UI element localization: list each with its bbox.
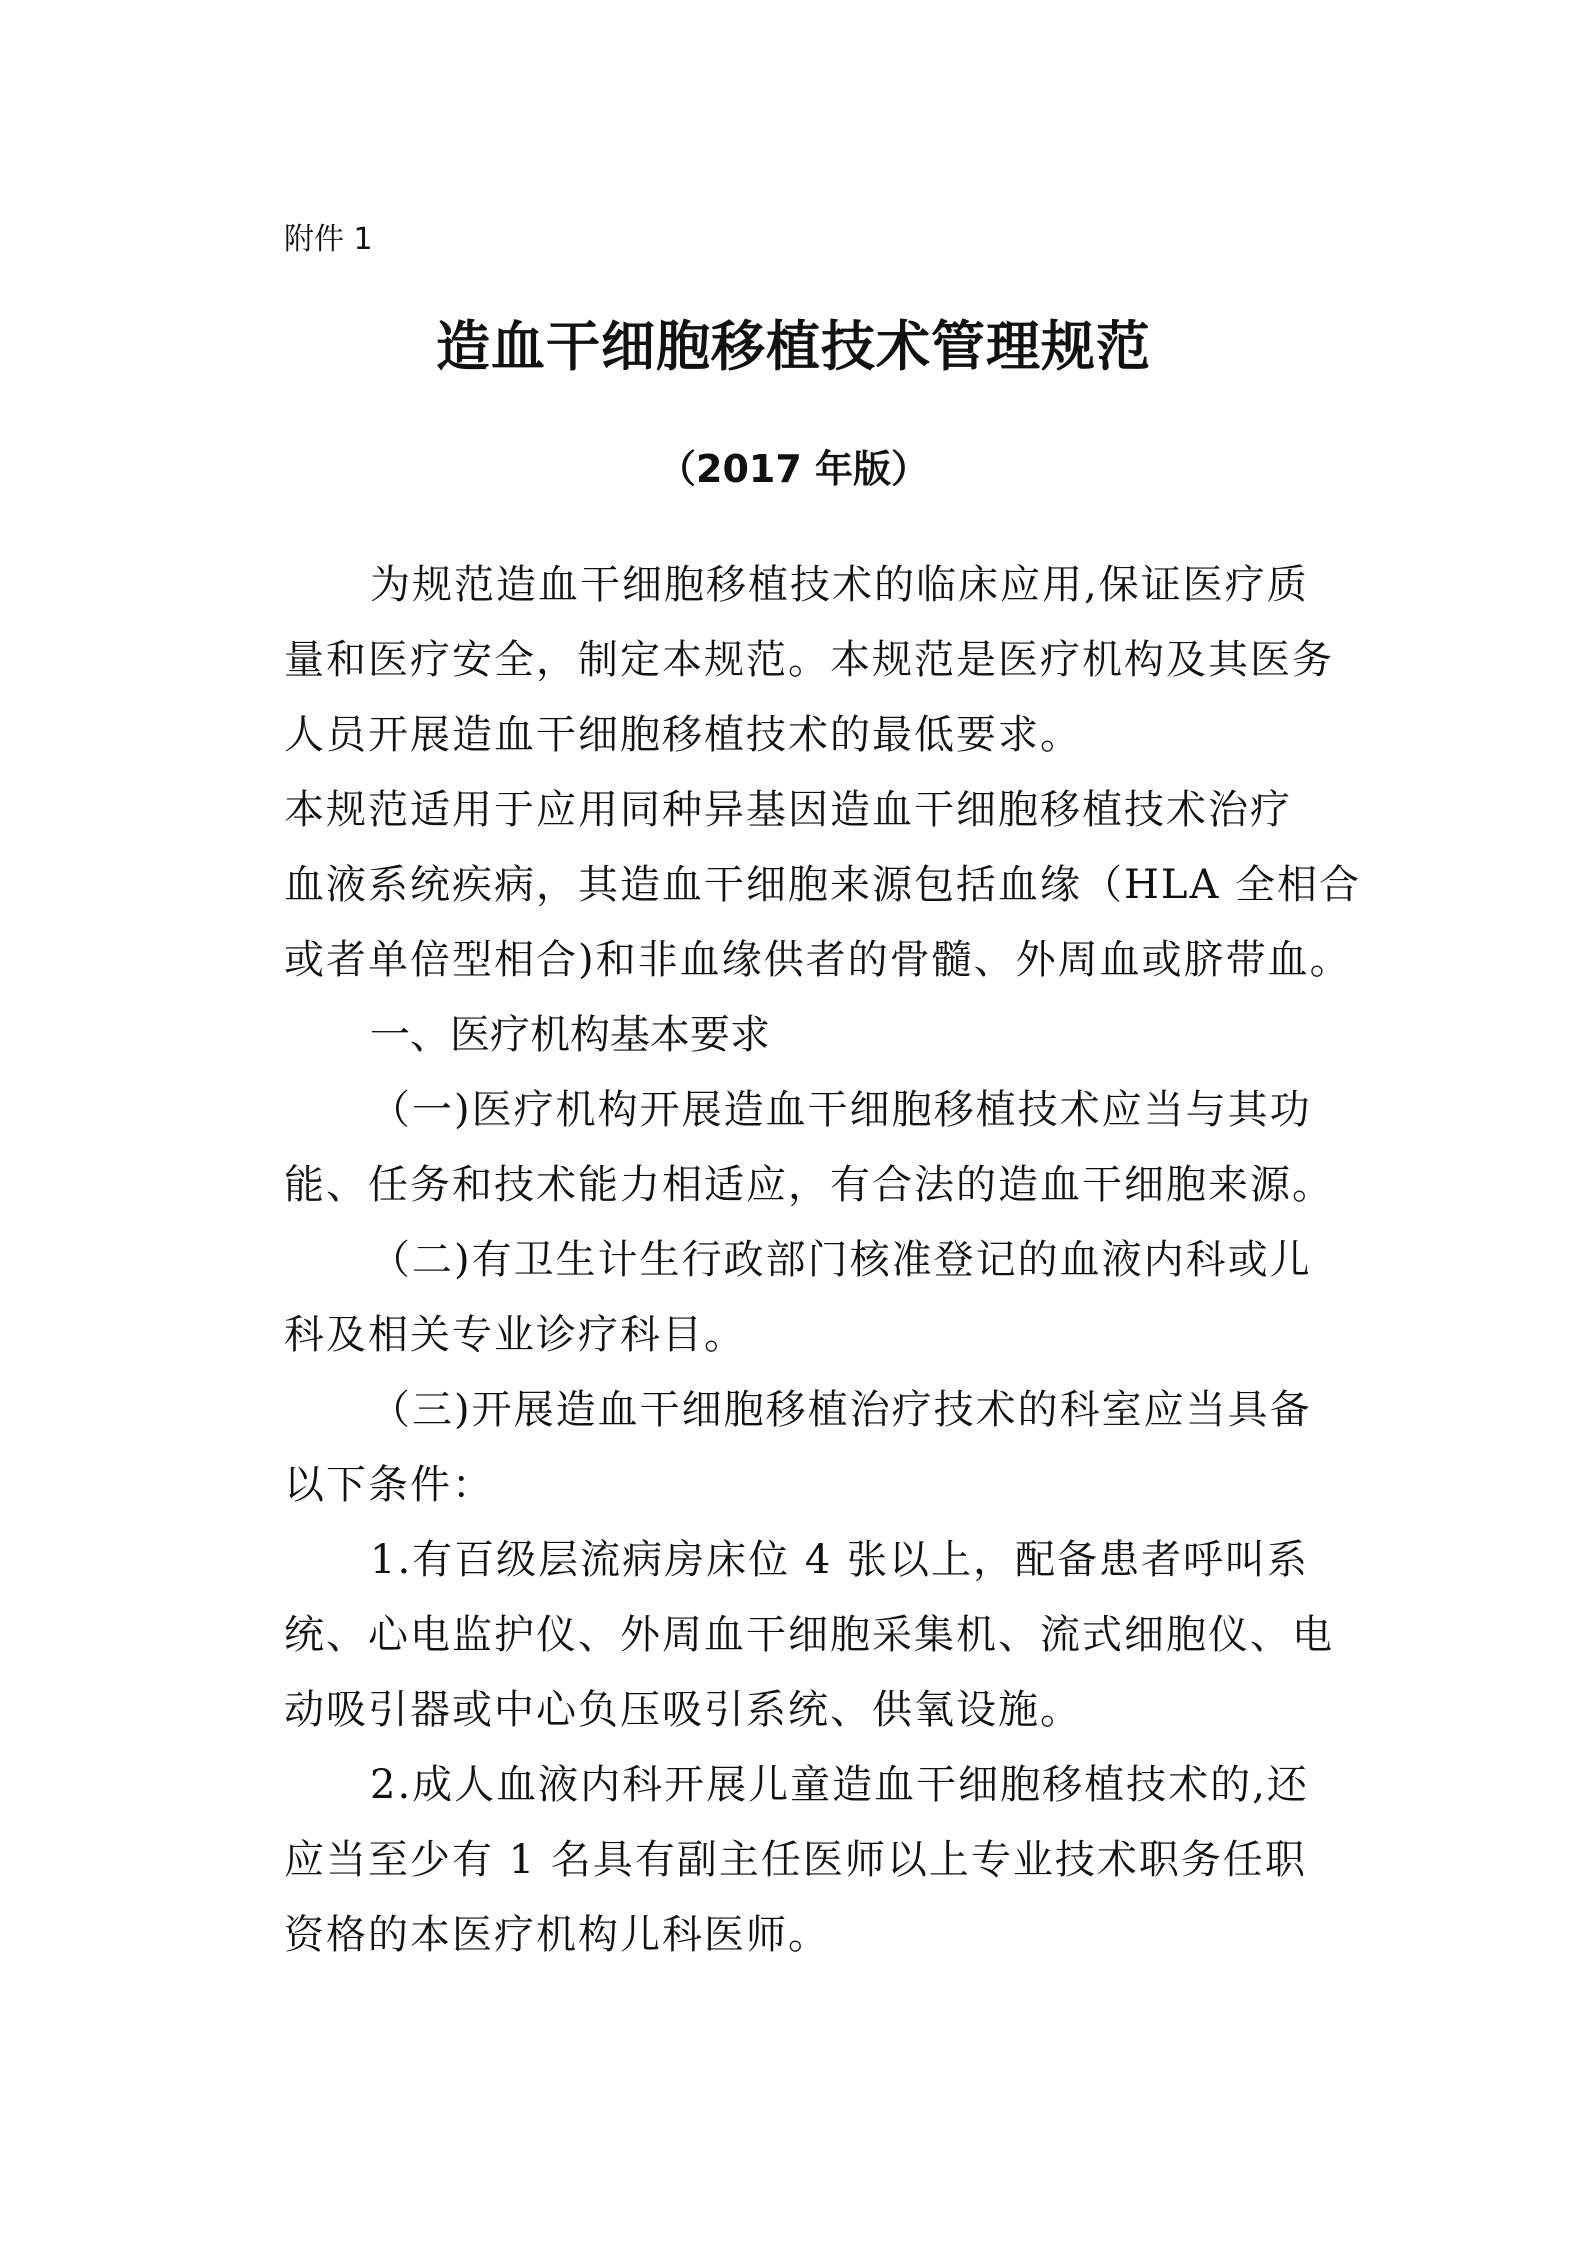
text-line: 本规范适用于应用同种异基因造血干细胞移植技术治疗: [284, 787, 1292, 833]
text-line: （三)开展造血干细胞移植治疗技术的科室应当具备: [370, 1387, 1312, 1433]
text-line: 动吸引器或中心负压吸引系统、供氧设施。: [284, 1687, 1082, 1733]
text-line: 统、心电监护仪、外周血干细胞采集机、流式细胞仪、电: [284, 1612, 1334, 1658]
text-line: 以下条件：: [284, 1462, 494, 1508]
text-line: 为规范造血干细胞移植技术的临床应用,保证医疗质: [370, 562, 1309, 608]
text-line: 科及相关专业诊疗科目。: [284, 1312, 746, 1358]
text-line: 1.有百级层流病房床位 4 张以上，配备患者呼叫系: [370, 1537, 1310, 1583]
text-line: 能、任务和技术能力相适应，有合法的造血干细胞来源。: [284, 1162, 1334, 1208]
text-line: 应当至少有 1 名具有副主任医师以上专业技术职务任职: [284, 1837, 1307, 1883]
text-line: 血液系统疾病，其造血干细胞来源包括血缘（HLA 全相合: [284, 862, 1362, 908]
document-title: 造血干细胞移植技术管理规范: [436, 315, 1151, 378]
section-heading: 一、医疗机构基本要求: [370, 1012, 770, 1058]
text-line: 或者单倍型相合)和非血缘供者的骨髓、外周血或脐带血。: [284, 937, 1352, 983]
attachment-label: 附件 1: [284, 222, 373, 257]
text-line: 人员开展造血干细胞移植技术的最低要求。: [284, 712, 1082, 758]
document-subtitle: （2017 年版）: [658, 447, 929, 491]
text-line: 2.成人血液内科开展儿童造血干细胞移植技术的,还: [370, 1762, 1309, 1808]
text-line: 资格的本医疗机构儿科医师。: [284, 1912, 830, 1958]
text-line: （一)医疗机构开展造血干细胞移植技术应当与其功: [370, 1087, 1312, 1133]
text-line: 量和医疗安全，制定本规范。本规范是医疗机构及其医务: [284, 637, 1334, 683]
text-line: （二)有卫生计生行政部门核准登记的血液内科或儿: [370, 1237, 1312, 1283]
